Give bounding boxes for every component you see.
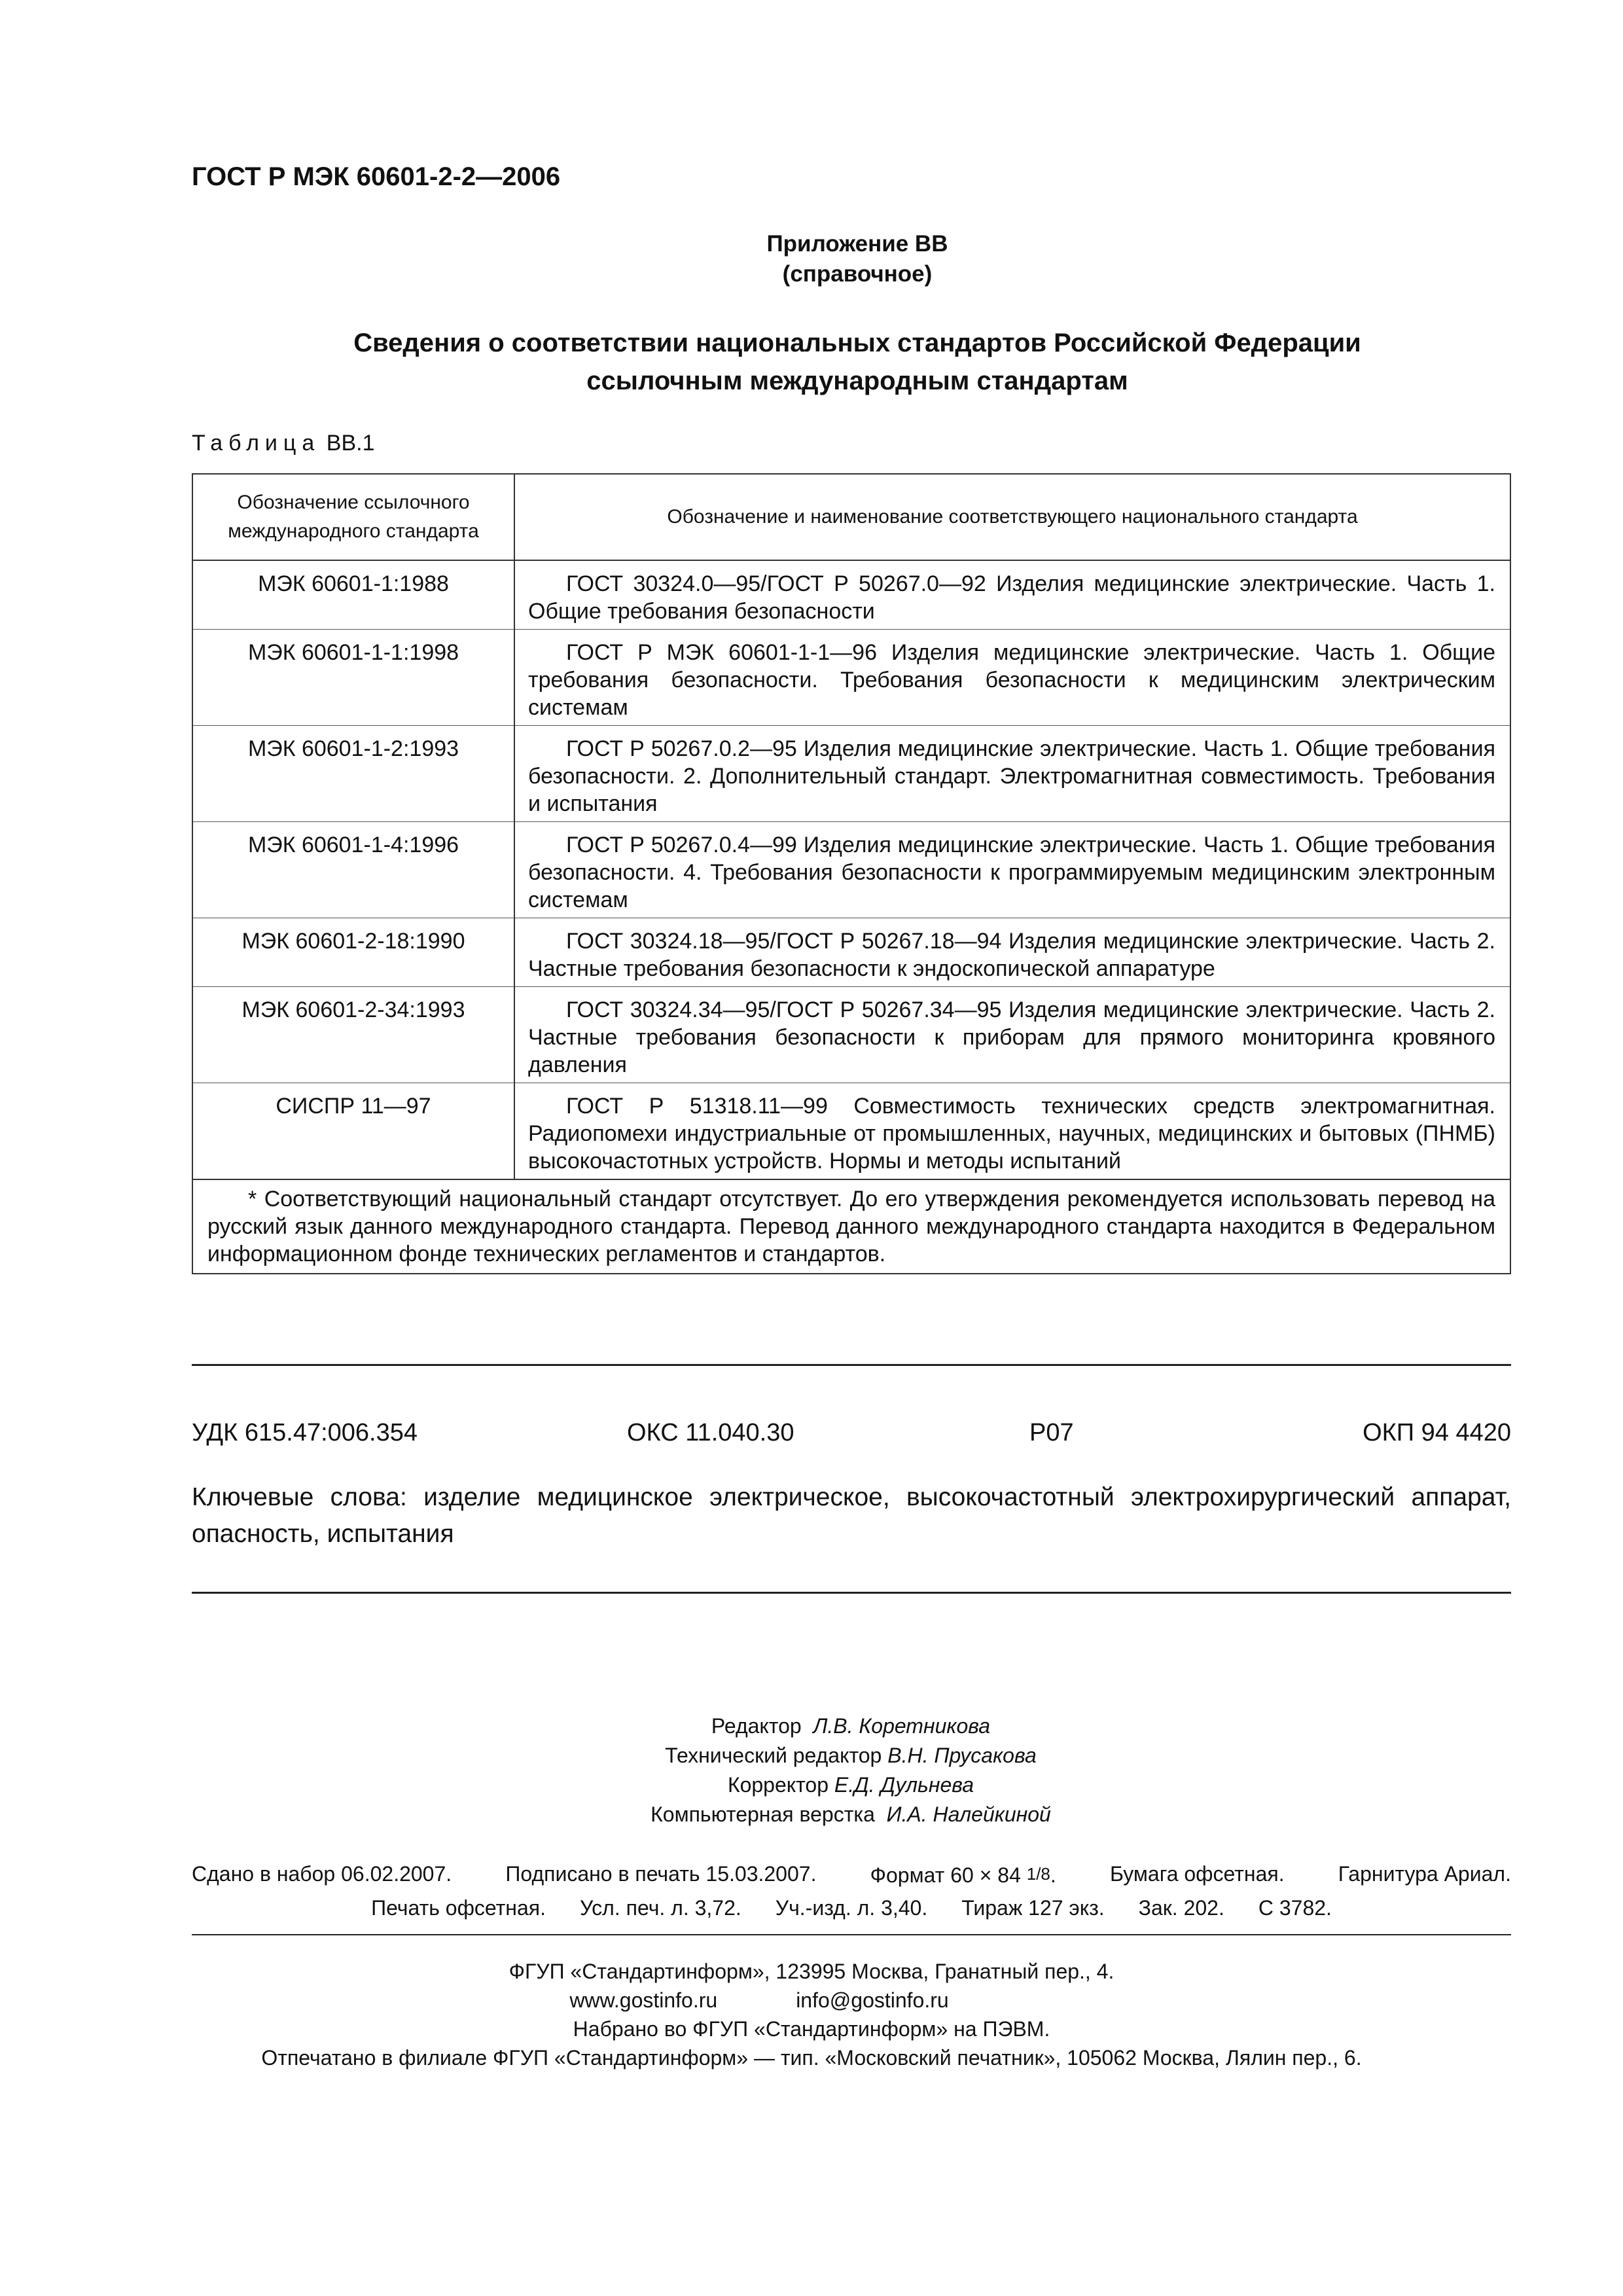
national-standard-cell: ГОСТ Р 50267.0.4—99 Изделия медицинские электрические. Часть 1. Общие требования безопасности. 4. Требования безопасности к программируемым медицинским электронным системам — [514, 822, 1510, 918]
page-title-line-1: Сведения о соответствии национальных стандартов Российской Федерации — [353, 329, 1361, 357]
publisher-contacts — [0, 1986, 1623, 2015]
format: Формат 60 × 84 1/8. — [870, 1863, 1056, 1887]
oks-code: ОКС 11.040.30 — [627, 1419, 794, 1446]
national-standard-cell: ГОСТ Р 51318.11—99 Совместимость технических средств электромагнитная. Радиопомехи индустриальные от промышленных, научных, медицинских и бытовых (ПНМБ) высокочастотных устройств. Нормы и методы испытаний — [514, 1083, 1510, 1180]
typeface: Гарнитура Ариал. — [1338, 1862, 1511, 1886]
print-run: Тираж 127 экз. — [961, 1896, 1105, 1920]
credits — [0, 1712, 1623, 1829]
column-header-national: Обозначение и наименование соответствующего национального стандарта — [514, 474, 1510, 560]
document-id: ГОСТ Р МЭК 60601-2-2—2006 — [192, 162, 561, 191]
correspondence-table — [192, 473, 1511, 1274]
national-standard-cell: ГОСТ Р 50267.0.2—95 Изделия медицинские электрические. Часть 1. Общие требования безопасности. 2. Дополнительный стандарт. Электромагнитная совместимость. Требования и испытания — [514, 726, 1510, 822]
annex-heading — [0, 229, 1623, 289]
table-header-row — [192, 474, 1510, 560]
printing-method: Печать офсетная. — [371, 1896, 546, 1920]
paper-type: Бумага офсетная. — [1109, 1862, 1285, 1886]
international-standard-cell: МЭК 60601-1-2:1993 — [192, 726, 514, 822]
international-standard-cell: СИСПР 11—97 — [192, 1083, 514, 1180]
print-info-row-2 — [192, 1892, 1511, 1924]
annex-subtitle: (справочное) — [782, 261, 933, 287]
print-sheets: Усл. печ. л. 3,72. — [579, 1896, 741, 1920]
submitted-date: Сдано в набор 06.02.2007. — [192, 1862, 452, 1886]
international-standard-cell: МЭК 60601-2-18:1990 — [192, 918, 514, 987]
international-standard-cell: МЭК 60601-1-4:1996 — [192, 822, 514, 918]
international-standard-cell: МЭК 60601-2-34:1993 — [192, 987, 514, 1083]
category-code: Р07 — [1029, 1419, 1074, 1446]
divider-publisher — [192, 1934, 1511, 1935]
column-header-international: Обозначение ссылочного международного стандарта — [192, 474, 514, 560]
credit-editor: Редактор Л.В. Коретникова — [711, 1714, 991, 1738]
table-row — [192, 560, 1510, 630]
table-row — [192, 918, 1510, 987]
signed-date: Подписано в печать 15.03.2007. — [505, 1862, 817, 1886]
annex-title: Приложение ВВ — [766, 231, 948, 257]
okp-code: ОКП 94 4420 — [1363, 1419, 1511, 1446]
credit-layout: Компьютерная верстка И.А. Налейкиной — [651, 1803, 1051, 1826]
udk-code: УДК 615.47:006.354 — [192, 1419, 418, 1446]
credit-proofreader: Корректор Е.Д. Дульнева — [727, 1773, 974, 1797]
table-label-prefix: Таблица — [192, 431, 321, 456]
publisher-printed: Отпечатано в филиале ФГУП «Стандартинформ» — тип. «Московский печатник», 105062 Москва, Лялин пер., 6. — [261, 2046, 1362, 2070]
divider-top — [192, 1364, 1511, 1366]
table-footnote: * Соответствующий национальный стандарт отсутствует. До его утверждения рекомендуется использовать перевод на русский язык данного международного стандарта. Перевод данного международного стандарта находится в Федеральном информационном фонде технических регламентов и стандартов. — [192, 1179, 1510, 1274]
table-footnote-row — [192, 1179, 1510, 1274]
page-title — [0, 324, 1623, 400]
national-standard-cell: ГОСТ 30324.34—95/ГОСТ Р 50267.34—95 Изделия медицинские электрические. Часть 2. Частные требования безопасности к приборам для прямого мониторинга кровяного давления — [514, 987, 1510, 1083]
order-number: Зак. 202. — [1138, 1896, 1224, 1920]
international-standard-cell: МЭК 60601-1-1:1998 — [192, 630, 514, 726]
publisher-typeset: Набрано во ФГУП «Стандартинформ» на ПЭВМ. — [573, 2017, 1050, 2041]
table-row — [192, 1083, 1510, 1180]
page-title-line-2: ссылочным международным стандартам — [586, 367, 1128, 395]
publisher-website[interactable]: www.gostinfo.ru — [569, 1988, 718, 2012]
keywords: Ключевые слова: изделие медицинское электрическое, высокочастотный электрохирургический аппарат, опасность, испытания — [192, 1483, 1511, 1548]
publication-sheets: Уч.-изд. л. 3,40. — [775, 1896, 928, 1920]
publisher-info — [0, 1957, 1623, 2072]
publisher-address: ФГУП «Стандартинформ», 123995 Москва, Гранатный пер., 4. — [508, 1960, 1115, 1983]
publisher-email[interactable]: info@gostinfo.ru — [796, 1988, 949, 2012]
table-row — [192, 987, 1510, 1083]
divider-bottom — [192, 1592, 1511, 1594]
c-number: С 3782. — [1258, 1896, 1332, 1920]
print-info-row-1 — [192, 1857, 1511, 1892]
table-row — [192, 630, 1510, 726]
national-standard-cell: ГОСТ 30324.18—95/ГОСТ Р 50267.18—94 Изделия медицинские электрические. Часть 2. Частные требования безопасности к эндоскопической аппаратуре — [514, 918, 1510, 987]
credit-tech-editor: Технический редактор В.Н. Прусакова — [665, 1744, 1037, 1767]
national-standard-cell: ГОСТ Р МЭК 60601-1-1—96 Изделия медицинские электрические. Часть 1. Общие требования безопасности. Требования безопасности к медицинским электрическим системам — [514, 630, 1510, 726]
print-info — [192, 1857, 1511, 1924]
table-row — [192, 726, 1510, 822]
international-standard-cell: МЭК 60601-1:1988 — [192, 560, 514, 630]
national-standard-cell: ГОСТ 30324.0—95/ГОСТ Р 50267.0—92 Изделия медицинские электрические. Часть 1. Общие требования безопасности — [514, 560, 1510, 630]
table-label-number: ВВ.1 — [326, 431, 375, 456]
table-row — [192, 822, 1510, 918]
table-label — [192, 431, 374, 456]
